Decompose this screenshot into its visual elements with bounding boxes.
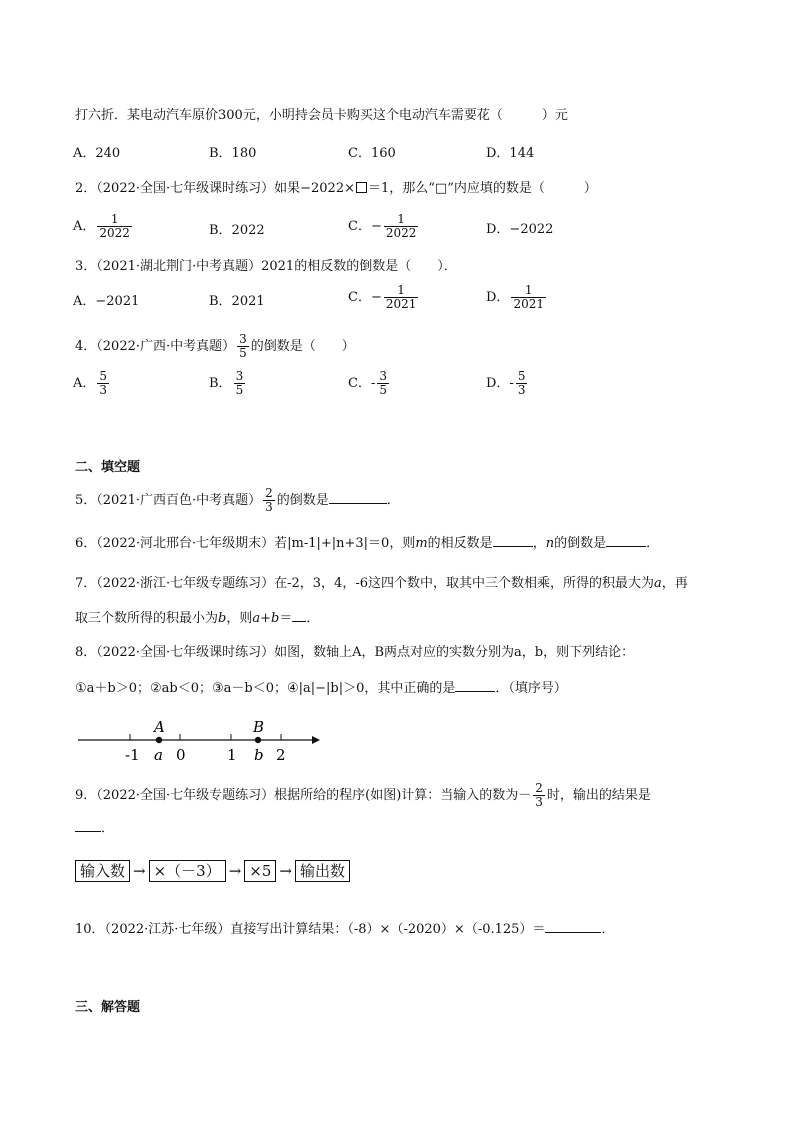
q5-answer-blank[interactable] [329, 490, 387, 504]
q2-expression-rest: ＝1，那么“ [368, 181, 435, 196]
q2-option-b[interactable]: B．2022 [209, 223, 265, 238]
q8-line-2 [75, 678, 567, 698]
q3-option-d-label: D． [486, 290, 510, 305]
denominator: 3 [99, 383, 108, 397]
q5-fraction [263, 487, 275, 514]
q2-option-c-fraction [384, 213, 419, 240]
q4-option-c-label: C．- [348, 376, 376, 391]
q3-option-d[interactable] [486, 284, 548, 311]
q2-symbol: □ [434, 181, 448, 196]
q8-conditions: ①a＋b＞0；②ab＜0；③a－b＜0；④|a|−|b|＞0，其中正确的是 [75, 681, 456, 696]
numerator: 3 [235, 369, 244, 383]
q9-fraction [533, 782, 545, 809]
denominator: 3 [517, 383, 526, 397]
q9-line-1 [75, 782, 651, 809]
q4-option-a-fraction [97, 370, 109, 397]
denominator: 3 [535, 795, 543, 809]
q4-fraction [237, 333, 249, 360]
q9-line-2 [75, 818, 114, 838]
q1-option-b[interactable]: B．180 [209, 146, 257, 161]
point-b [255, 737, 261, 743]
tick-label-2: 2 [276, 746, 286, 764]
q4-prefix: 4．（2022·广西·中考真题） [75, 339, 236, 354]
denominator: 2021 [513, 297, 544, 311]
q2-prefix: 2．（2022·全国·七年级课时练习）如果 [75, 181, 301, 196]
numerator: 1 [110, 212, 119, 226]
q2-option-c-label: C．− [348, 219, 382, 234]
q7-text: 7．（2022·浙江·七年级专题练习）在-2，3，4，-6这四个数中，取其中三个数相乘，所得的积最大为 [75, 576, 654, 591]
flow-output-box: 输出数 [295, 860, 350, 882]
q7-expression: a+b [252, 611, 280, 626]
numerator: 5 [99, 369, 108, 383]
q6-var-n: n [545, 536, 555, 551]
q7-line2-mid: ，则 [226, 611, 253, 626]
q3-option-c-label: C．− [348, 290, 382, 305]
q7-answer-blank[interactable] [292, 608, 306, 622]
q5-end: ． [386, 493, 400, 508]
q2-option-a[interactable] [73, 213, 134, 240]
q2-option-d[interactable]: D．−2022 [486, 222, 554, 237]
q6-answer-blank-2[interactable] [606, 533, 646, 547]
denominator: 2022 [99, 226, 130, 240]
q1-stem: 打六折．某电动汽车原价300元，小明持会员卡购买这个电动汽车需要花（ ）元 [75, 108, 568, 123]
numerator: 3 [379, 369, 387, 383]
q8-answer-blank[interactable] [455, 678, 495, 692]
q7-line2-prefix: 取三个数所得的积最小为 [75, 611, 219, 626]
point-a-var: a [154, 746, 163, 764]
q10-answer-blank[interactable] [545, 919, 601, 933]
q4-option-a-label: A． [73, 376, 96, 391]
q4-option-c-fraction [377, 370, 389, 397]
q5-stem [75, 487, 400, 514]
q7-period: ． [306, 611, 320, 626]
q10-text: 10．（2022·江苏·七年级）直接写出计算结果：（-8）×（-2020）×（-0.125）＝ [75, 922, 546, 937]
point-b-label: B [253, 718, 265, 736]
q10-stem [75, 919, 614, 939]
q5-suffix: 的倒数是 [276, 493, 329, 508]
q6-mid: 的相反数是 [427, 536, 493, 551]
q9-prefix: 9．（2022·全国·七年级专题练习）根据所给的程序(如图)计算：当输入的数为－ [75, 788, 532, 803]
q7-line-1 [75, 575, 688, 593]
q4-stem [75, 333, 355, 360]
tick-label-neg1: -1 [125, 746, 140, 764]
q2-option-a-label: A． [73, 219, 96, 234]
numerator: 1 [397, 212, 405, 226]
numerator: 5 [517, 369, 526, 383]
q1-option-d[interactable]: D．144 [486, 146, 535, 161]
denominator: 2022 [385, 226, 417, 240]
section-answer-title: 三、解答题 [75, 1000, 141, 1015]
q6-mid2: 的倒数是 [554, 536, 607, 551]
denominator: 2021 [385, 297, 417, 311]
q2-expression: −2022× [300, 181, 355, 196]
q4-option-b-label: B． [209, 376, 232, 391]
q8-line2-end: ．（填序号） [495, 681, 567, 696]
denominator: 3 [265, 500, 273, 514]
q6-var-m: m [415, 536, 428, 551]
q7-line-2 [75, 608, 319, 628]
q1-option-a[interactable]: A．240 [73, 146, 121, 161]
q2-suffix: ”内应填的数是（ ） [447, 181, 597, 196]
denominator: 5 [239, 346, 247, 360]
q6-stem [75, 533, 659, 553]
q4-option-b[interactable] [209, 370, 247, 397]
q4-option-a[interactable] [73, 370, 111, 397]
tick-label-1: 1 [227, 746, 237, 764]
numerator: 2 [265, 486, 273, 500]
point-b-var: b [254, 746, 264, 764]
box-symbol-icon [356, 182, 367, 193]
q4-suffix: 的倒数是（ ） [250, 339, 355, 354]
number-line-figure [70, 712, 330, 768]
q4-option-c[interactable] [348, 370, 391, 397]
q2-stem [75, 180, 597, 198]
q2-option-c[interactable] [348, 213, 420, 240]
q7-var-b: b [218, 611, 227, 626]
denominator: 5 [379, 383, 387, 397]
q3-option-b[interactable]: B．2021 [209, 294, 265, 309]
arrow-right-icon: → [228, 862, 242, 880]
q3-option-d-fraction [511, 284, 546, 311]
q8-line-1: 8．（2022·全国·七年级课时练习）如图，数轴上A，B两点对应的实数分别为a，b，则下列结论： [75, 645, 635, 660]
q4-option-b-fraction [234, 370, 246, 397]
q4-option-d-fraction [516, 370, 528, 397]
flow-input-box: 输入数 [75, 860, 130, 882]
q10-end: ． [601, 922, 615, 937]
q3-stem: 3．（2021·湖北荆门·中考真题）2021的相反数的倒数是（ ）． [75, 259, 457, 274]
q3-option-c-fraction [384, 284, 419, 311]
point-a-label: A [154, 718, 165, 736]
arrow-right-icon [312, 736, 320, 744]
flow-multiply-5-box: ×5 [244, 860, 276, 882]
q3-option-c[interactable] [348, 284, 420, 311]
q7-var-a: a [654, 576, 662, 591]
q6-end: ． [646, 536, 660, 551]
tick-label-0: 0 [176, 746, 186, 764]
q9-program-flowchart [75, 860, 350, 882]
q6-prefix: 6．（2022·河北邢台·七年级期末）若|m-1|+|n+3|＝0，则 [75, 536, 416, 551]
q6-answer-blank-1[interactable] [493, 533, 533, 547]
q7-line2-end: ＝ [279, 611, 293, 626]
q3-option-a[interactable]: A．−2021 [73, 294, 140, 309]
flow-multiply-neg3-box: ×（－3） [149, 860, 226, 882]
arrow-right-icon: → [279, 862, 292, 880]
q9-answer-blank[interactable] [75, 818, 101, 832]
q9-end: ． [101, 821, 115, 836]
numerator: 3 [239, 332, 247, 346]
q1-option-c[interactable]: C．160 [348, 146, 396, 161]
q7-line1-end: ，再 [661, 576, 688, 591]
q2-option-a-fraction [97, 213, 132, 240]
q5-prefix: 5．（2021·广西百色·中考真题） [75, 493, 262, 508]
denominator: 5 [235, 383, 244, 397]
q6-sep: ， [532, 536, 546, 551]
q9-suffix: 时，输出的结果是 [546, 788, 651, 803]
point-a [156, 737, 162, 743]
numerator: 1 [524, 283, 533, 297]
numerator: 1 [397, 283, 405, 297]
numerator: 2 [535, 781, 543, 795]
section-fill-in-title: 二、填空题 [75, 460, 141, 475]
q4-option-d[interactable] [486, 370, 529, 397]
arrow-right-icon: → [133, 862, 146, 880]
q4-option-d-label: D．- [486, 376, 514, 391]
